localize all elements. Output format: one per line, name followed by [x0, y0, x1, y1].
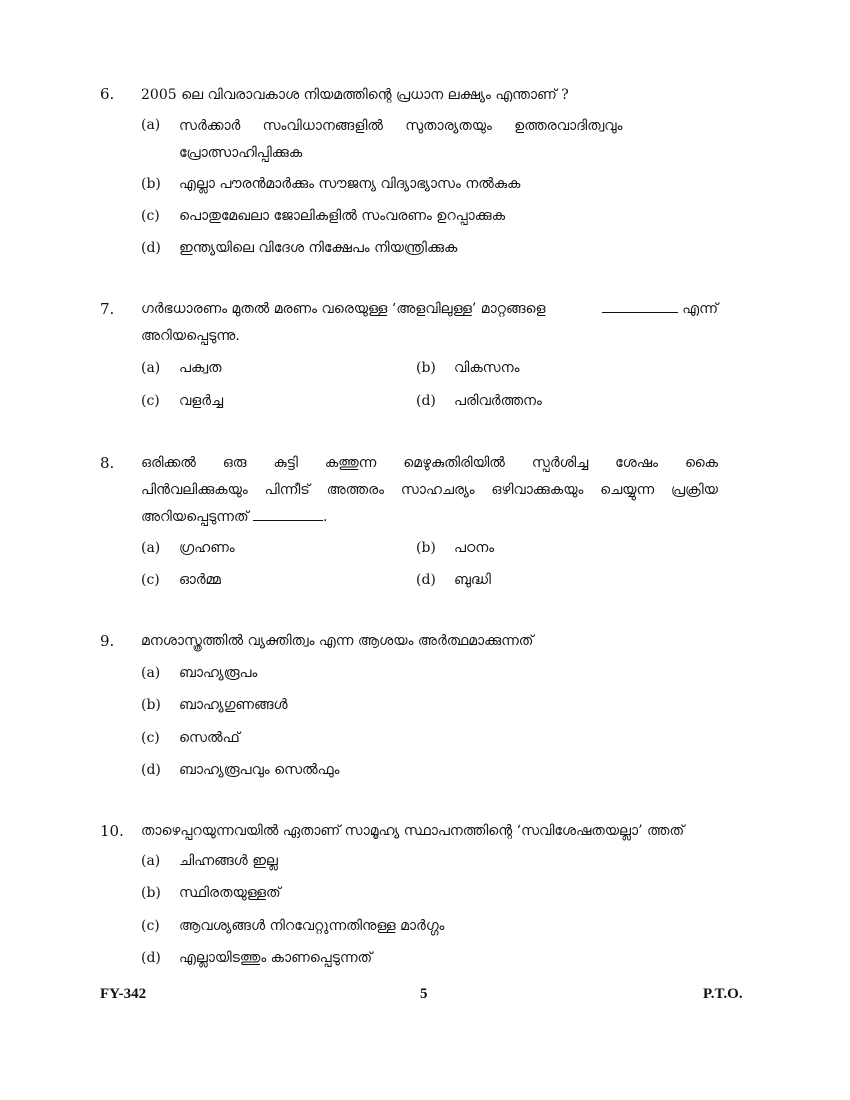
option-label: (b) — [141, 176, 161, 192]
paper-code: FY-342 — [100, 986, 147, 1002]
question-text-segment: . — [323, 509, 328, 525]
option-text: ബാഹ്യരൂപവും സെൽഫും — [179, 762, 340, 778]
option-text: സ്ഥിരതയുള്ളത് — [179, 885, 281, 901]
question-number: 7. — [100, 300, 115, 318]
option-label: (b) — [141, 885, 161, 901]
option-text: ബുദ്ധി — [454, 572, 491, 588]
question-text-line: ഒരിക്കൽ ഒരു കുട്ടി കത്തുന്ന മെഴുകുതിരിയിൽ സ്പർശിച്ച ശേഷം കൈ — [141, 455, 718, 471]
option-text: ബാഹ്യരൂപം — [179, 665, 258, 681]
option-label: (d) — [141, 240, 161, 256]
option-label: (d) — [141, 950, 161, 966]
option-text: എല്ലായിടത്തും കാണപ്പെടുന്നത് — [179, 950, 373, 966]
question-text — [141, 82, 718, 109]
option-text: ആവശ്യങ്ങൾ നിറവേറ്റുന്നതിനുള്ള മാർഗ്ഗം — [179, 918, 445, 934]
option-text: ബാഹ്യഗുണങ്ങൾ — [179, 697, 288, 713]
question-text-line: മനശാസ്ത്രത്തിൽ വ്യക്തിത്വം എന്ന ആശയം അർത്ഥമാക്കുന്നത് — [141, 633, 534, 649]
answer-blank — [602, 312, 678, 313]
question-number: 8. — [100, 454, 115, 472]
pto-label: P.T.O. — [703, 986, 743, 1002]
option-text-line: പ്രോത്സാഹിപ്പിക്കുക — [179, 145, 303, 161]
question-number: 10. — [100, 822, 124, 840]
option-label: (d) — [141, 762, 161, 778]
option-text: സെൽഫ് — [179, 730, 240, 746]
option-text: പക്വത — [179, 360, 222, 376]
option-label: (c) — [141, 393, 160, 409]
option-label: (c) — [141, 208, 160, 224]
option-label: (b) — [141, 697, 161, 713]
option-label: (a) — [141, 117, 161, 133]
option-text: പഠനം — [454, 540, 495, 556]
question-text-line: 2005 ലെ വിവരാവകാശ നിയമത്തിന്റെ പ്രധാന ലക്ഷ്യം എന്താണ് ? — [141, 87, 569, 103]
option-text: വളർച്ച — [179, 393, 224, 409]
question-text-segment — [602, 296, 718, 323]
option-label: (d) — [416, 393, 436, 409]
option-text: പൊതുമേഖലാ ജോലികളിൽ സംവരണം ഉറപ്പാക്കുക — [179, 208, 506, 224]
question-text — [141, 628, 718, 655]
question-text — [141, 296, 718, 350]
option-text: ഇന്ത്യയിലെ വിദേശ നിക്ഷേപം നിയന്ത്രിക്കുക — [179, 240, 458, 256]
option-text: വികസനം — [454, 360, 520, 376]
question-text-segment: അറിയപ്പെടുന്നത് — [141, 509, 249, 525]
option-text: ഗ്രഹണം — [179, 540, 235, 556]
question-text-line — [141, 504, 718, 531]
option-label: (c) — [141, 572, 160, 588]
option-label: (b) — [416, 540, 436, 556]
option-text: എല്ലാ പൗരൻമാർക്കും സൗജന്യ വിദ്യാഭ്യാസം നൽകുക — [179, 176, 521, 192]
question-text-segment: എന്ന് — [682, 301, 718, 317]
question-number: 9. — [100, 632, 115, 650]
option-text: ഓർമ്മ — [179, 572, 221, 588]
page-number: 5 — [420, 986, 428, 1002]
question-text — [141, 450, 718, 531]
option-label: (a) — [141, 665, 161, 681]
question-text-line: താഴെപ്പറയുന്നവയിൽ ഏതാണ് സാമൂഹ്യ സ്ഥാപനത്തിന്റെ ‘സവിശേഷതയല്ലാ’ ത്തത് — [141, 823, 685, 839]
question-text-segment: ഗർഭധാരണം മുതൽ മരണം വരെയുള്ള ‘അളവിലുള്ള’ മാറ്റങ്ങളെ — [141, 301, 546, 317]
option-label: (a) — [141, 540, 161, 556]
question-text — [141, 818, 718, 845]
option-label: (a) — [141, 360, 161, 376]
option-label: (a) — [141, 853, 161, 869]
answer-blank — [253, 520, 323, 521]
option-text — [179, 113, 718, 167]
question-number: 6. — [100, 85, 115, 103]
option-text-line: സർക്കാർ സംവിധാനങ്ങളിൽ സുതാര്യതയും ഉത്തരവാദിത്വവും — [179, 118, 623, 134]
option-label: (d) — [416, 572, 436, 588]
option-label: (b) — [416, 360, 436, 376]
option-text: പരിവർത്തനം — [454, 393, 542, 409]
option-label: (c) — [141, 730, 160, 746]
question-text-line: പിൻവലിക്കുകയും പിന്നീട് അത്തരം സാഹചര്യം ഒഴിവാക്കുകയും ചെയ്യുന്ന പ്രക്രിയ — [141, 482, 718, 498]
option-text: ചിഹ്നങ്ങൾ ഇല്ല — [179, 853, 278, 869]
question-text-line — [141, 296, 718, 323]
option-label: (c) — [141, 918, 160, 934]
question-text-line: അറിയപ്പെടുന്നു. — [141, 328, 240, 344]
